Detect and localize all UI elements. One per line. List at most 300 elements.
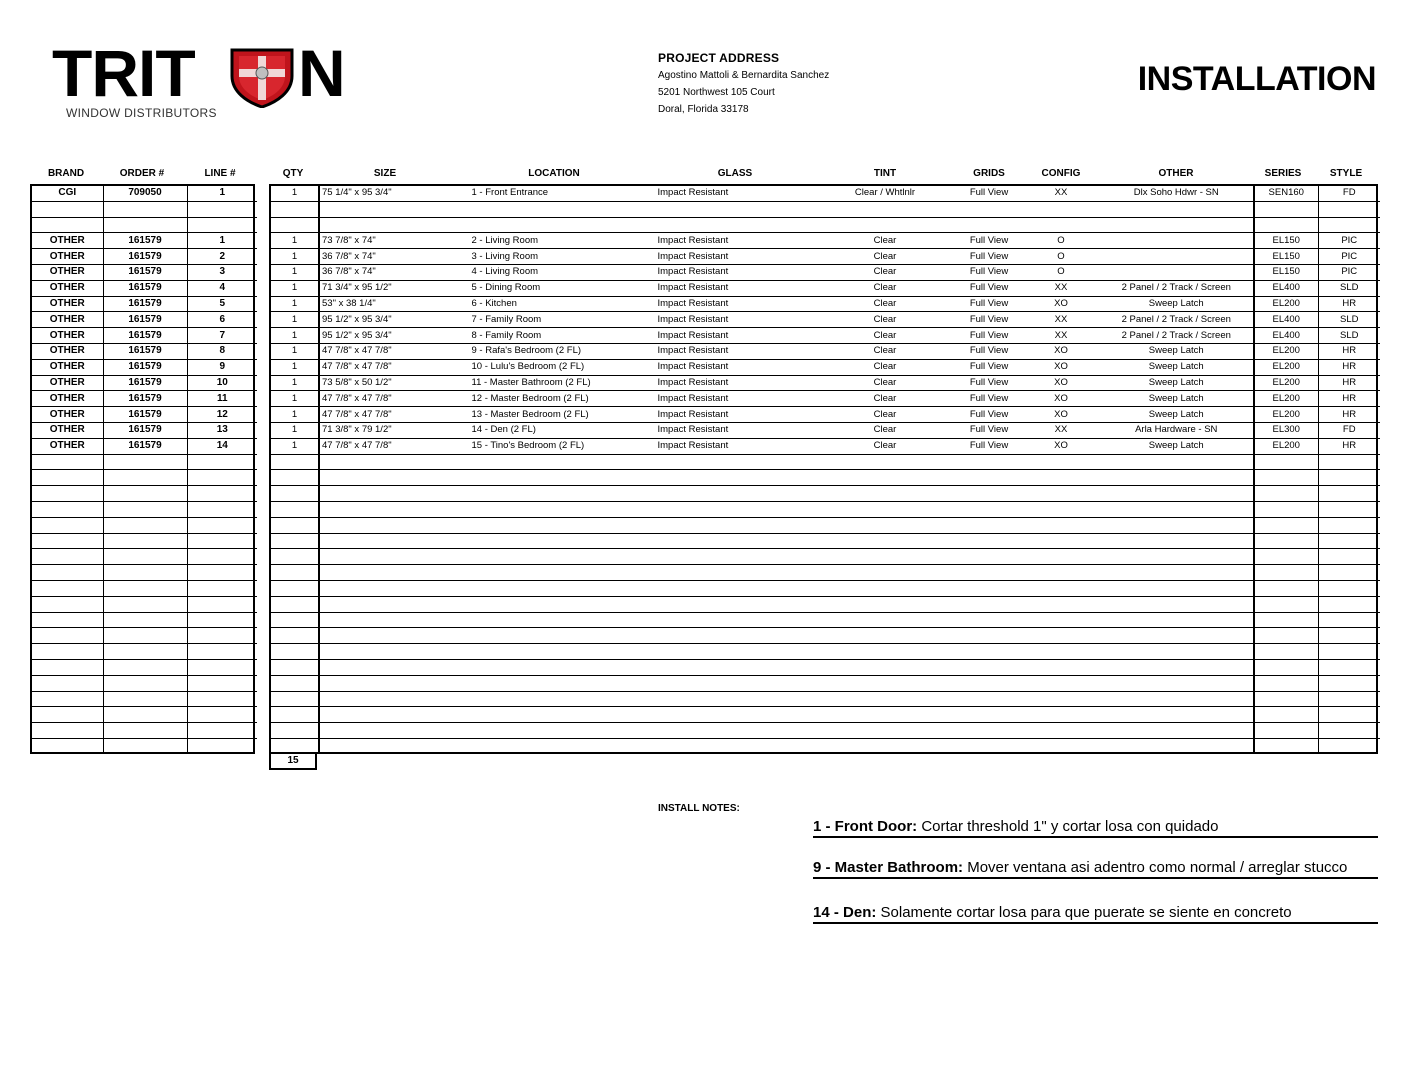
- cell-tint: [815, 201, 955, 217]
- table-row: [271, 628, 1380, 644]
- cell-series: EL150: [1254, 233, 1318, 249]
- cell-series: [1254, 517, 1318, 533]
- cell-location: 1 - Front Entrance: [469, 186, 655, 201]
- cell-style: [1318, 596, 1380, 612]
- cell-config: XO: [1023, 407, 1099, 423]
- cell-other: [1099, 501, 1254, 517]
- cell-style: HR: [1318, 438, 1380, 454]
- cell-size: [319, 738, 469, 753]
- cell-location: [469, 501, 655, 517]
- cell-brand: OTHER: [32, 312, 103, 328]
- cell-other: Sweep Latch: [1099, 438, 1254, 454]
- cell-tint: [815, 659, 955, 675]
- cell-tint: [815, 580, 955, 596]
- cell-size: [319, 549, 469, 565]
- cell-style: [1318, 612, 1380, 628]
- cell-qty: [271, 628, 319, 644]
- cell-other: [1099, 470, 1254, 486]
- cell-style: SLD: [1318, 312, 1380, 328]
- cell-tint: [815, 738, 955, 753]
- right-item-table: [269, 184, 1378, 754]
- cell-order: [103, 738, 187, 753]
- cell-brand: [32, 723, 103, 739]
- cell-other: Dlx Soho Hdwr - SN: [1099, 186, 1254, 201]
- cell-size: [319, 644, 469, 660]
- cell-size: 75 1/4" x 95 3/4": [319, 186, 469, 201]
- cell-line: [187, 644, 257, 660]
- cell-qty: [271, 580, 319, 596]
- cell-style: SLD: [1318, 280, 1380, 296]
- table-row: [32, 612, 257, 628]
- table-row: [271, 533, 1380, 549]
- cell-series: [1254, 549, 1318, 565]
- cell-other: [1099, 580, 1254, 596]
- cell-other: Sweep Latch: [1099, 343, 1254, 359]
- cell-brand: [32, 644, 103, 660]
- cell-order: [103, 486, 187, 502]
- table-row: [271, 644, 1380, 660]
- cell-order: 161579: [103, 312, 187, 328]
- cell-glass: [655, 707, 815, 723]
- cell-config: [1023, 470, 1099, 486]
- cell-grids: [955, 201, 1023, 217]
- cell-order: 709050: [103, 186, 187, 201]
- table-row: [271, 328, 1380, 344]
- cell-series: [1254, 659, 1318, 675]
- cell-location: [469, 644, 655, 660]
- cell-config: [1023, 501, 1099, 517]
- table-row: [271, 343, 1380, 359]
- cell-qty: 1: [271, 233, 319, 249]
- cell-series: [1254, 691, 1318, 707]
- cell-other: [1099, 612, 1254, 628]
- cell-location: [469, 675, 655, 691]
- install-note: [813, 818, 1378, 838]
- cell-line: 13: [187, 422, 257, 438]
- logo-text-right: N: [298, 36, 345, 110]
- table-row: [271, 517, 1380, 533]
- cell-brand: OTHER: [32, 422, 103, 438]
- cell-config: XO: [1023, 391, 1099, 407]
- cell-style: [1318, 723, 1380, 739]
- cell-other: [1099, 723, 1254, 739]
- table-row: [32, 438, 257, 454]
- table-row: [32, 549, 257, 565]
- cell-style: FD: [1318, 186, 1380, 201]
- project-address: [658, 50, 829, 118]
- cell-qty: [271, 644, 319, 660]
- cell-other: 2 Panel / 2 Track / Screen: [1099, 328, 1254, 344]
- cell-line: [187, 486, 257, 502]
- cell-style: [1318, 659, 1380, 675]
- cell-config: [1023, 612, 1099, 628]
- cell-order: [103, 659, 187, 675]
- cell-line: [187, 612, 257, 628]
- cell-tint: Clear: [815, 375, 955, 391]
- cell-brand: [32, 565, 103, 581]
- cell-grids: [955, 612, 1023, 628]
- cell-glass: [655, 470, 815, 486]
- cell-config: [1023, 675, 1099, 691]
- cell-tint: Clear: [815, 312, 955, 328]
- cell-tint: [815, 644, 955, 660]
- note-text: Mover ventana asi adentro como normal / arreglar stucco: [963, 859, 1348, 876]
- cell-tint: [815, 501, 955, 517]
- cell-qty: [271, 659, 319, 675]
- cell-tint: Clear: [815, 280, 955, 296]
- cell-grids: Full View: [955, 438, 1023, 454]
- cell-grids: [955, 659, 1023, 675]
- cell-brand: [32, 691, 103, 707]
- cell-style: [1318, 454, 1380, 470]
- cell-location: 15 - Tino's Bedroom (2 FL): [469, 438, 655, 454]
- cell-order: [103, 612, 187, 628]
- cell-config: XX: [1023, 280, 1099, 296]
- total-qty: 15: [269, 752, 317, 770]
- cell-series: [1254, 723, 1318, 739]
- cell-style: [1318, 675, 1380, 691]
- cell-line: 12: [187, 407, 257, 423]
- cell-tint: [815, 628, 955, 644]
- cell-glass: [655, 628, 815, 644]
- table-row: [32, 391, 257, 407]
- cell-config: [1023, 723, 1099, 739]
- cell-other: [1099, 486, 1254, 502]
- cell-style: HR: [1318, 407, 1380, 423]
- cell-size: 95 1/2" x 95 3/4": [319, 328, 469, 344]
- cell-config: XX: [1023, 186, 1099, 201]
- cell-size: [319, 628, 469, 644]
- cell-size: 36 7/8" x 74": [319, 249, 469, 265]
- cell-line: 4: [187, 280, 257, 296]
- cell-series: [1254, 738, 1318, 753]
- cell-tint: Clear: [815, 233, 955, 249]
- cell-series: EL200: [1254, 343, 1318, 359]
- cell-config: [1023, 201, 1099, 217]
- cell-style: [1318, 533, 1380, 549]
- cell-line: [187, 675, 257, 691]
- cell-order: [103, 533, 187, 549]
- cell-glass: Impact Resistant: [655, 264, 815, 280]
- cell-line: [187, 628, 257, 644]
- table-row: [271, 422, 1380, 438]
- cell-qty: [271, 454, 319, 470]
- cell-series: EL150: [1254, 264, 1318, 280]
- cell-style: [1318, 201, 1380, 217]
- cell-glass: [655, 565, 815, 581]
- cell-location: 8 - Family Room: [469, 328, 655, 344]
- table-row: [32, 328, 257, 344]
- cell-grids: [955, 723, 1023, 739]
- cell-brand: [32, 549, 103, 565]
- table-row: [271, 249, 1380, 265]
- cell-other: [1099, 454, 1254, 470]
- cell-style: [1318, 501, 1380, 517]
- cell-line: [187, 454, 257, 470]
- cell-grids: Full View: [955, 264, 1023, 280]
- cell-qty: 1: [271, 422, 319, 438]
- table-row: [271, 486, 1380, 502]
- cell-location: 9 - Rafa's Bedroom (2 FL): [469, 343, 655, 359]
- cell-style: [1318, 707, 1380, 723]
- cell-size: [319, 612, 469, 628]
- cell-brand: OTHER: [32, 359, 103, 375]
- header-brand: BRAND: [47, 168, 85, 179]
- cell-other: [1099, 691, 1254, 707]
- cell-line: [187, 201, 257, 217]
- cell-order: 161579: [103, 375, 187, 391]
- table-row: [32, 470, 257, 486]
- table-row: [271, 691, 1380, 707]
- cell-line: [187, 691, 257, 707]
- header-tint: TINT: [873, 168, 897, 179]
- cell-grids: [955, 565, 1023, 581]
- cell-style: SLD: [1318, 328, 1380, 344]
- cell-line: 10: [187, 375, 257, 391]
- cell-config: [1023, 691, 1099, 707]
- cell-config: [1023, 454, 1099, 470]
- cell-grids: Full View: [955, 359, 1023, 375]
- cell-line: 14: [187, 438, 257, 454]
- cell-style: [1318, 644, 1380, 660]
- cell-tint: [815, 707, 955, 723]
- cell-other: [1099, 249, 1254, 265]
- cell-brand: [32, 217, 103, 233]
- table-row: [271, 296, 1380, 312]
- cell-brand: OTHER: [32, 296, 103, 312]
- cell-style: [1318, 580, 1380, 596]
- cell-qty: 1: [271, 186, 319, 201]
- cell-qty: 1: [271, 438, 319, 454]
- table-row: [32, 501, 257, 517]
- header-series: SERIES: [1264, 168, 1302, 179]
- cell-qty: [271, 470, 319, 486]
- cell-config: XO: [1023, 296, 1099, 312]
- cell-size: [319, 501, 469, 517]
- cell-location: [469, 517, 655, 533]
- cell-style: HR: [1318, 375, 1380, 391]
- cell-other: Sweep Latch: [1099, 391, 1254, 407]
- cell-line: 2: [187, 249, 257, 265]
- cell-glass: Impact Resistant: [655, 375, 815, 391]
- cell-size: 73 5/8" x 50 1/2": [319, 375, 469, 391]
- cell-location: [469, 628, 655, 644]
- table-row: [32, 596, 257, 612]
- cell-qty: [271, 486, 319, 502]
- cell-series: EL150: [1254, 249, 1318, 265]
- cell-series: EL200: [1254, 407, 1318, 423]
- cell-series: [1254, 596, 1318, 612]
- cell-order: 161579: [103, 438, 187, 454]
- table-row: [271, 280, 1380, 296]
- table-row: [271, 375, 1380, 391]
- table-row: [271, 359, 1380, 375]
- cell-series: EL200: [1254, 438, 1318, 454]
- cell-grids: [955, 675, 1023, 691]
- cell-grids: Full View: [955, 391, 1023, 407]
- cell-line: [187, 723, 257, 739]
- cell-other: 2 Panel / 2 Track / Screen: [1099, 280, 1254, 296]
- cell-qty: 1: [271, 359, 319, 375]
- cell-qty: [271, 501, 319, 517]
- cell-qty: 1: [271, 296, 319, 312]
- table-row: [271, 707, 1380, 723]
- cell-tint: [815, 486, 955, 502]
- cell-grids: [955, 596, 1023, 612]
- cell-brand: OTHER: [32, 391, 103, 407]
- table-row: [271, 391, 1380, 407]
- cell-order: [103, 723, 187, 739]
- cell-config: [1023, 533, 1099, 549]
- cell-size: 47 7/8" x 47 7/8": [319, 407, 469, 423]
- cell-location: [469, 454, 655, 470]
- cell-tint: [815, 454, 955, 470]
- cell-location: 14 - Den (2 FL): [469, 422, 655, 438]
- cell-config: XO: [1023, 343, 1099, 359]
- cell-series: [1254, 501, 1318, 517]
- cell-location: 7 - Family Room: [469, 312, 655, 328]
- cell-grids: [955, 470, 1023, 486]
- triton-logo: [52, 36, 362, 124]
- cell-glass: [655, 501, 815, 517]
- cell-line: [187, 659, 257, 675]
- cell-order: [103, 217, 187, 233]
- table-row: [271, 407, 1380, 423]
- cell-tint: [815, 517, 955, 533]
- table-row: [271, 217, 1380, 233]
- cell-glass: Impact Resistant: [655, 312, 815, 328]
- cell-tint: [815, 596, 955, 612]
- cell-tint: Clear: [815, 407, 955, 423]
- table-row: [32, 454, 257, 470]
- cell-glass: Impact Resistant: [655, 422, 815, 438]
- cell-qty: [271, 517, 319, 533]
- cell-other: [1099, 596, 1254, 612]
- table-row: [32, 486, 257, 502]
- table-row: [32, 375, 257, 391]
- header-style: STYLE: [1329, 168, 1363, 179]
- cell-line: 9: [187, 359, 257, 375]
- cell-config: [1023, 486, 1099, 502]
- cell-brand: [32, 501, 103, 517]
- cell-qty: 1: [271, 264, 319, 280]
- cell-grids: [955, 501, 1023, 517]
- cell-location: 10 - Lulu's Bedroom (2 FL): [469, 359, 655, 375]
- cell-other: [1099, 738, 1254, 753]
- cell-style: [1318, 470, 1380, 486]
- cell-style: HR: [1318, 343, 1380, 359]
- cell-brand: [32, 201, 103, 217]
- table-row: [32, 296, 257, 312]
- cell-style: HR: [1318, 296, 1380, 312]
- cell-grids: Full View: [955, 407, 1023, 423]
- cell-brand: [32, 454, 103, 470]
- cell-config: [1023, 517, 1099, 533]
- cell-other: [1099, 549, 1254, 565]
- cell-size: [319, 470, 469, 486]
- cell-series: [1254, 454, 1318, 470]
- cell-config: [1023, 707, 1099, 723]
- cell-size: 47 7/8" x 47 7/8": [319, 359, 469, 375]
- table-row: [271, 596, 1380, 612]
- cell-order: [103, 580, 187, 596]
- address-line-1: Agostino Mattoli & Bernardita Sanchez: [658, 70, 830, 81]
- cell-location: 2 - Living Room: [469, 233, 655, 249]
- cell-size: 36 7/8" x 74": [319, 264, 469, 280]
- cell-style: PIC: [1318, 249, 1380, 265]
- cell-config: XX: [1023, 312, 1099, 328]
- table-row: [32, 359, 257, 375]
- header-size: SIZE: [373, 168, 397, 179]
- header-line: LINE #: [204, 168, 236, 179]
- cell-grids: Full View: [955, 249, 1023, 265]
- cell-grids: Full View: [955, 343, 1023, 359]
- cell-line: [187, 707, 257, 723]
- cell-grids: Full View: [955, 328, 1023, 344]
- cell-size: 71 3/8" x 79 1/2": [319, 422, 469, 438]
- cell-order: [103, 454, 187, 470]
- cell-line: 1: [187, 233, 257, 249]
- cell-series: [1254, 612, 1318, 628]
- cell-other: [1099, 264, 1254, 280]
- table-row: [271, 612, 1380, 628]
- cell-tint: Clear: [815, 264, 955, 280]
- cell-series: [1254, 580, 1318, 596]
- cell-brand: [32, 612, 103, 628]
- cell-location: 12 - Master Bedroom (2 FL): [469, 391, 655, 407]
- cell-line: 5: [187, 296, 257, 312]
- cell-config: [1023, 217, 1099, 233]
- cell-order: 161579: [103, 233, 187, 249]
- header-qty: QTY: [282, 168, 304, 179]
- header-order: ORDER #: [119, 168, 165, 179]
- table-row: [32, 233, 257, 249]
- cell-glass: Impact Resistant: [655, 343, 815, 359]
- cell-order: [103, 565, 187, 581]
- cell-line: [187, 549, 257, 565]
- cell-grids: Full View: [955, 296, 1023, 312]
- header-config: CONFIG: [1041, 168, 1081, 179]
- cell-glass: [655, 596, 815, 612]
- cell-series: EL200: [1254, 391, 1318, 407]
- table-row: [271, 723, 1380, 739]
- cell-tint: Clear: [815, 359, 955, 375]
- install-note: [813, 859, 1378, 879]
- cell-glass: Impact Resistant: [655, 233, 815, 249]
- cell-tint: [815, 549, 955, 565]
- cell-location: 4 - Living Room: [469, 264, 655, 280]
- cell-other: Sweep Latch: [1099, 296, 1254, 312]
- logo-text-left: TRIT: [52, 36, 195, 110]
- cell-line: 6: [187, 312, 257, 328]
- cell-config: XO: [1023, 359, 1099, 375]
- table-row: [271, 580, 1380, 596]
- table-row: [32, 517, 257, 533]
- address-line-3: Doral, Florida 33178: [658, 104, 749, 115]
- cell-style: [1318, 517, 1380, 533]
- cell-brand: [32, 738, 103, 753]
- cell-config: [1023, 644, 1099, 660]
- cell-other: [1099, 517, 1254, 533]
- cell-config: [1023, 549, 1099, 565]
- cell-brand: [32, 533, 103, 549]
- cell-glass: [655, 691, 815, 707]
- table-row: [32, 422, 257, 438]
- cell-glass: [655, 217, 815, 233]
- table-row: [271, 549, 1380, 565]
- cell-glass: [655, 675, 815, 691]
- cell-series: EL400: [1254, 280, 1318, 296]
